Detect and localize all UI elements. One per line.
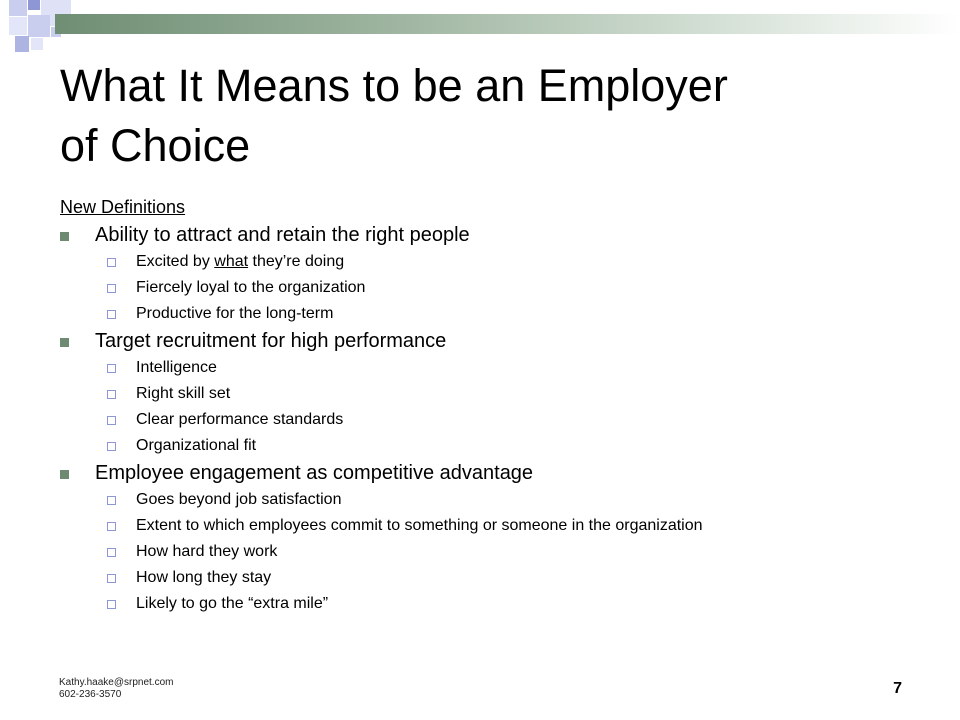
bullet-level2: [60, 249, 940, 275]
bullet-level2: [60, 275, 940, 301]
bullet-text: Target recruitment for high performance: [95, 330, 447, 352]
bullet-text: Intelligence: [136, 359, 217, 376]
bullet-text: Productive for the long-term: [136, 305, 334, 322]
bullet-level2: [60, 301, 940, 327]
hollow-square-bullet-icon: [107, 442, 116, 451]
footer-phone: 602-236-3570: [59, 689, 122, 700]
hollow-square-bullet-icon: [107, 600, 116, 609]
deco-square: [31, 38, 43, 50]
hollow-square-bullet-icon: [107, 258, 116, 267]
deco-square: [28, 15, 50, 37]
bullet-text: Ability to attract and retain the right people: [95, 224, 470, 246]
deco-square: [15, 36, 29, 52]
hollow-square-bullet-icon: [107, 574, 116, 583]
bullet-level2: [60, 355, 940, 381]
bullet-level2: [60, 513, 940, 539]
bullet-level1: [60, 327, 940, 355]
hollow-square-bullet-icon: [107, 390, 116, 399]
hollow-square-bullet-icon: [107, 496, 116, 505]
bullet-text: Right skill set: [136, 385, 231, 402]
title-line-2: of Choice: [60, 120, 251, 171]
bullet-text: How hard they work: [136, 543, 278, 560]
hollow-square-bullet-icon: [107, 548, 116, 557]
square-bullet-icon: [60, 470, 69, 479]
bullet-level2: [60, 539, 940, 565]
footer-contact: [59, 677, 173, 701]
deco-square: [9, 0, 27, 16]
bullet-text-underlined: what: [214, 253, 249, 270]
subheading: New Definitions: [60, 197, 186, 217]
bullet-text: Extent to which employees commit to something or someone in the organization: [136, 517, 703, 534]
header-gradient-bar: [55, 14, 960, 34]
deco-square: [28, 0, 40, 10]
bullet-text: How long they stay: [136, 569, 272, 586]
bullet-text-post: they’re doing: [248, 253, 345, 270]
bullet-text-pre: Excited by: [136, 253, 215, 270]
slide-title: [60, 56, 920, 176]
bullet-text: Organizational fit: [136, 437, 257, 454]
bullet-text: Employee engagement as competitive advantage: [95, 462, 534, 484]
bullet-level1: [60, 459, 940, 487]
hollow-square-bullet-icon: [107, 416, 116, 425]
bullet-level2: [60, 487, 940, 513]
footer-email: Kathy.haake@srpnet.com: [59, 677, 174, 688]
bullet-level2: [60, 433, 940, 459]
hollow-square-bullet-icon: [107, 522, 116, 531]
hollow-square-bullet-icon: [107, 310, 116, 319]
slide-body: [60, 193, 940, 617]
bullet-text: Goes beyond job satisfaction: [136, 491, 342, 508]
deco-square: [9, 17, 27, 35]
square-bullet-icon: [60, 338, 69, 347]
square-bullet-icon: [60, 232, 69, 241]
bullet-text: Clear performance standards: [136, 411, 344, 428]
bullet-level2: [60, 565, 940, 591]
bullet-text: Likely to go the “extra mile”: [136, 595, 329, 612]
title-line-1: What It Means to be an Employer: [60, 60, 728, 111]
bullet-text: Fiercely loyal to the organization: [136, 279, 366, 296]
bullet-level2: [60, 591, 940, 617]
hollow-square-bullet-icon: [107, 284, 116, 293]
bullet-level1: [60, 221, 940, 249]
hollow-square-bullet-icon: [107, 364, 116, 373]
page-number: 7: [893, 680, 902, 697]
bullet-level2: [60, 381, 940, 407]
bullet-level2: [60, 407, 940, 433]
